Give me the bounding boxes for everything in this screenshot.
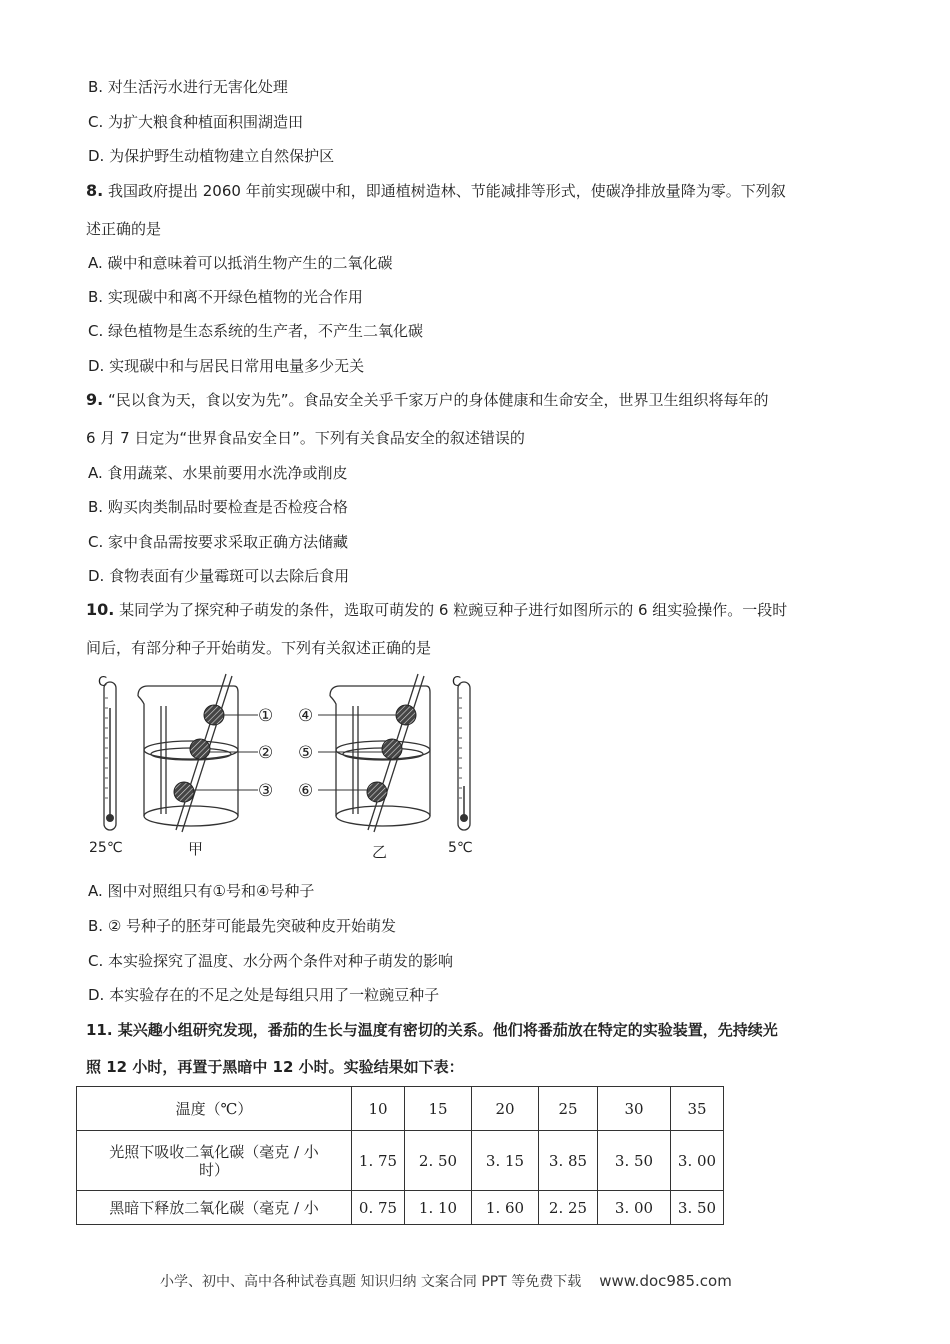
- q8-option-a: A. 碳中和意味着可以抵消生物产生的二氧化碳: [88, 254, 393, 272]
- q9-stem-line1: “民以食为天，食以安为先”。食品安全关乎千家万户的身体健康和生命安全，世界卫生组织将每年的: [103, 391, 769, 409]
- table-header-row: [77, 1087, 724, 1131]
- left-thermometer-mark: C: [98, 675, 108, 690]
- label-yi: 乙: [372, 843, 388, 861]
- q9-stem-line2: 6 月 7 日定为“世界食品安全日”。下列有关食品安全的叙述错误的: [86, 429, 525, 447]
- seeds-yi: [367, 705, 416, 802]
- seed-5: [382, 739, 402, 759]
- label-5: ⑤: [298, 743, 314, 763]
- left-thermometer: [89, 675, 123, 856]
- label-jia: 甲: [188, 840, 204, 858]
- page-footer: [160, 1271, 732, 1291]
- table-cell: 3. 85: [539, 1131, 598, 1191]
- table-row-light: [77, 1131, 724, 1191]
- table-header-cell: 温度（℃）: [77, 1087, 352, 1131]
- seed-4: [396, 705, 416, 725]
- table-header-cell: 35: [671, 1087, 724, 1131]
- q10-option-a: A. 图中对照组只有①号和④号种子: [88, 882, 315, 900]
- table-header-cell: 15: [405, 1087, 472, 1131]
- label-4: ④: [298, 706, 314, 726]
- table-row-dark: [77, 1191, 724, 1225]
- q9-stem: [86, 389, 769, 410]
- row-label-line2: 时）: [198, 1160, 229, 1179]
- q10-stem: [86, 599, 787, 620]
- q10-option-b: B. ② 号种子的胚芽可能最先突破种皮开始萌发: [88, 917, 397, 935]
- q8-number: 8.: [86, 181, 104, 200]
- table-cell: 1. 75: [352, 1131, 405, 1191]
- row-label-line1: 光照下吸收二氧化碳（毫克 / 小: [109, 1142, 319, 1161]
- seed-2: [190, 739, 210, 759]
- table-header-cell: 30: [598, 1087, 671, 1131]
- footer-link[interactable]: www.doc985.com: [599, 1272, 732, 1290]
- q7-option-c: C. 为扩大粮食种植面积围湖造田: [88, 113, 304, 131]
- table-cell: 3. 00: [671, 1131, 724, 1191]
- label-1: ①: [258, 706, 274, 726]
- beaker-yi: [330, 686, 430, 826]
- q10-stem-line2: 间后，有部分种子开始萌发。下列有关叙述正确的是: [86, 639, 432, 657]
- q10-stem-line1: 某同学为了探究种子萌发的条件，选取可萌发的 6 粒豌豆种子进行如图所示的 6 组实验操作。一段时: [114, 601, 788, 619]
- table-cell: 2. 50: [405, 1131, 472, 1191]
- q8-stem-line2: 述正确的是: [86, 220, 162, 238]
- table-row-label: [77, 1131, 352, 1191]
- seed-germination-figure: [86, 668, 486, 864]
- q7-option-d: D. 为保护野生动植物建立自然保护区: [88, 147, 335, 165]
- q9-number: 9.: [86, 390, 104, 409]
- q11-stem-line2: 照 12 小时，再置于黑暗中 12 小时。实验结果如下表：: [86, 1058, 464, 1076]
- label-3: ③: [258, 781, 274, 801]
- seeds-jia: [174, 705, 224, 802]
- table-cell: 2. 25: [539, 1191, 598, 1225]
- right-temperature: 5℃: [448, 840, 473, 856]
- beaker-jia: [138, 686, 238, 826]
- q11-stem-line1: 11. 某兴趣小组研究发现，番茄的生长与温度有密切的关系。他们将番茄放在特定的实验装置，先持续光: [86, 1021, 778, 1039]
- left-temperature: 25℃: [89, 840, 123, 856]
- right-thermometer: [448, 675, 473, 856]
- q8-stem-line1: 我国政府提出 2060 年前实现碳中和，即通植树造林、节能减排等形式，使碳净排放量降为零。下列叙: [103, 182, 786, 200]
- q8-stem: [86, 180, 786, 201]
- right-thermometer-mark: C: [452, 675, 462, 690]
- label-6: ⑥: [298, 781, 314, 801]
- label-2: ②: [258, 743, 274, 763]
- q8-option-c: C. 绿色植物是生态系统的生产者，不产生二氧化碳: [88, 322, 424, 340]
- seed-6: [367, 782, 387, 802]
- q11-data-table: [76, 1086, 724, 1225]
- seed-3: [174, 782, 194, 802]
- q9-option-c: C. 家中食品需按要求采取正确方法储藏: [88, 533, 349, 551]
- q10-option-c: C. 本实验探究了温度、水分两个条件对种子萌发的影响: [88, 952, 454, 970]
- q10-option-d: D. 本实验存在的不足之处是每组只用了一粒豌豆种子: [88, 986, 440, 1004]
- table-row-label: 黑暗下释放二氧化碳（毫克 / 小: [77, 1191, 352, 1225]
- table-cell: 1. 10: [405, 1191, 472, 1225]
- footer-text: 小学、初中、高中各种试卷真题 知识归纳 文案合同 PPT 等免费下载: [160, 1274, 582, 1290]
- q7-option-b: B. 对生活污水进行无害化处理: [88, 78, 288, 96]
- table-cell: 1. 60: [472, 1191, 539, 1225]
- table-header-cell: 25: [539, 1087, 598, 1131]
- q8-option-b: B. 实现碳中和离不开绿色植物的光合作用: [88, 288, 363, 306]
- table-header-cell: 10: [352, 1087, 405, 1131]
- seed-1: [204, 705, 224, 725]
- table-cell: 3. 50: [671, 1191, 724, 1225]
- q8-option-d: D. 实现碳中和与居民日常用电量多少无关: [88, 357, 365, 375]
- table-cell: 3. 00: [598, 1191, 671, 1225]
- table-cell: 0. 75: [352, 1191, 405, 1225]
- q9-option-b: B. 购买肉类制品时要检查是否检疫合格: [88, 498, 348, 516]
- table-cell: 3. 50: [598, 1131, 671, 1191]
- q9-option-a: A. 食用蔬菜、水果前要用水洗净或削皮: [88, 464, 348, 482]
- q10-number: 10.: [86, 600, 115, 619]
- table-header-cell: 20: [472, 1087, 539, 1131]
- table-cell: 3. 15: [472, 1131, 539, 1191]
- q9-option-d: D. 食物表面有少量霉斑可以去除后食用: [88, 567, 350, 585]
